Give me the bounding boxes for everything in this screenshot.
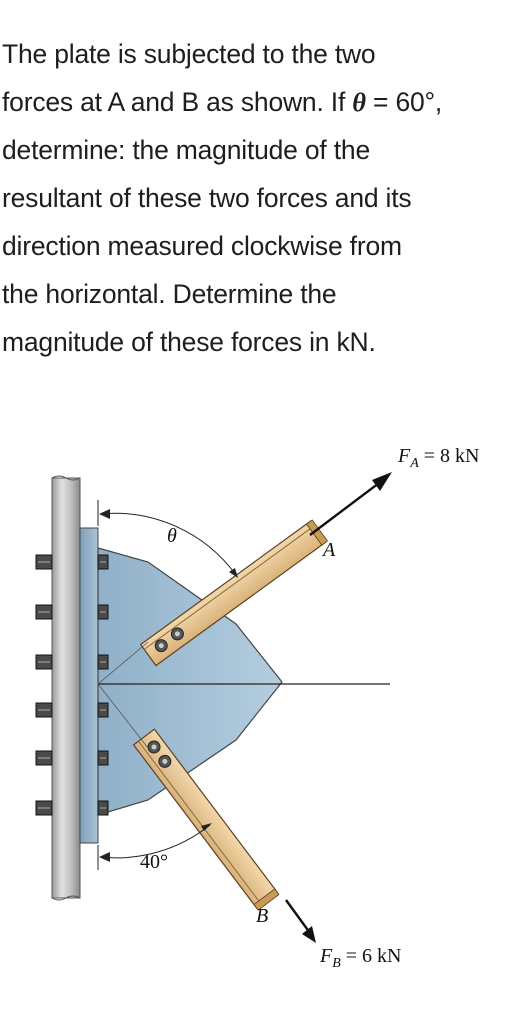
force-a-arrow bbox=[310, 472, 392, 535]
problem-line-5: direction measured clockwise from bbox=[2, 231, 402, 261]
theta-symbol: θ bbox=[352, 87, 366, 117]
force-a-label: $F_A = 8$ kN bbox=[398, 445, 480, 471]
problem-line-7: magnitude of these forces in kN. bbox=[2, 327, 376, 357]
problem-line-4: resultant of these two forces and its bbox=[2, 183, 412, 213]
problem-line-1: The plate is subjected to the two bbox=[2, 39, 376, 69]
mounting-flange bbox=[80, 528, 98, 843]
problem-line-6: the horizontal. Determine the bbox=[2, 279, 337, 309]
angle-b-label: 40° bbox=[140, 851, 168, 873]
wall bbox=[52, 476, 80, 900]
angle-b-arrowhead-left bbox=[99, 852, 110, 862]
theta-arrowhead-left bbox=[99, 509, 110, 519]
force-b-label: $F_B = 6$ kN bbox=[320, 945, 402, 971]
problem-line-2-end: = 60°, bbox=[365, 87, 443, 117]
point-b-label: B bbox=[256, 905, 269, 927]
theta-label: θ bbox=[167, 525, 177, 547]
force-b-arrow bbox=[286, 900, 316, 943]
problem-line-3: determine: the magnitude of the bbox=[2, 135, 370, 165]
point-a-label: A bbox=[323, 539, 336, 561]
problem-line-2-start: forces at A and B as shown. If bbox=[2, 87, 353, 117]
